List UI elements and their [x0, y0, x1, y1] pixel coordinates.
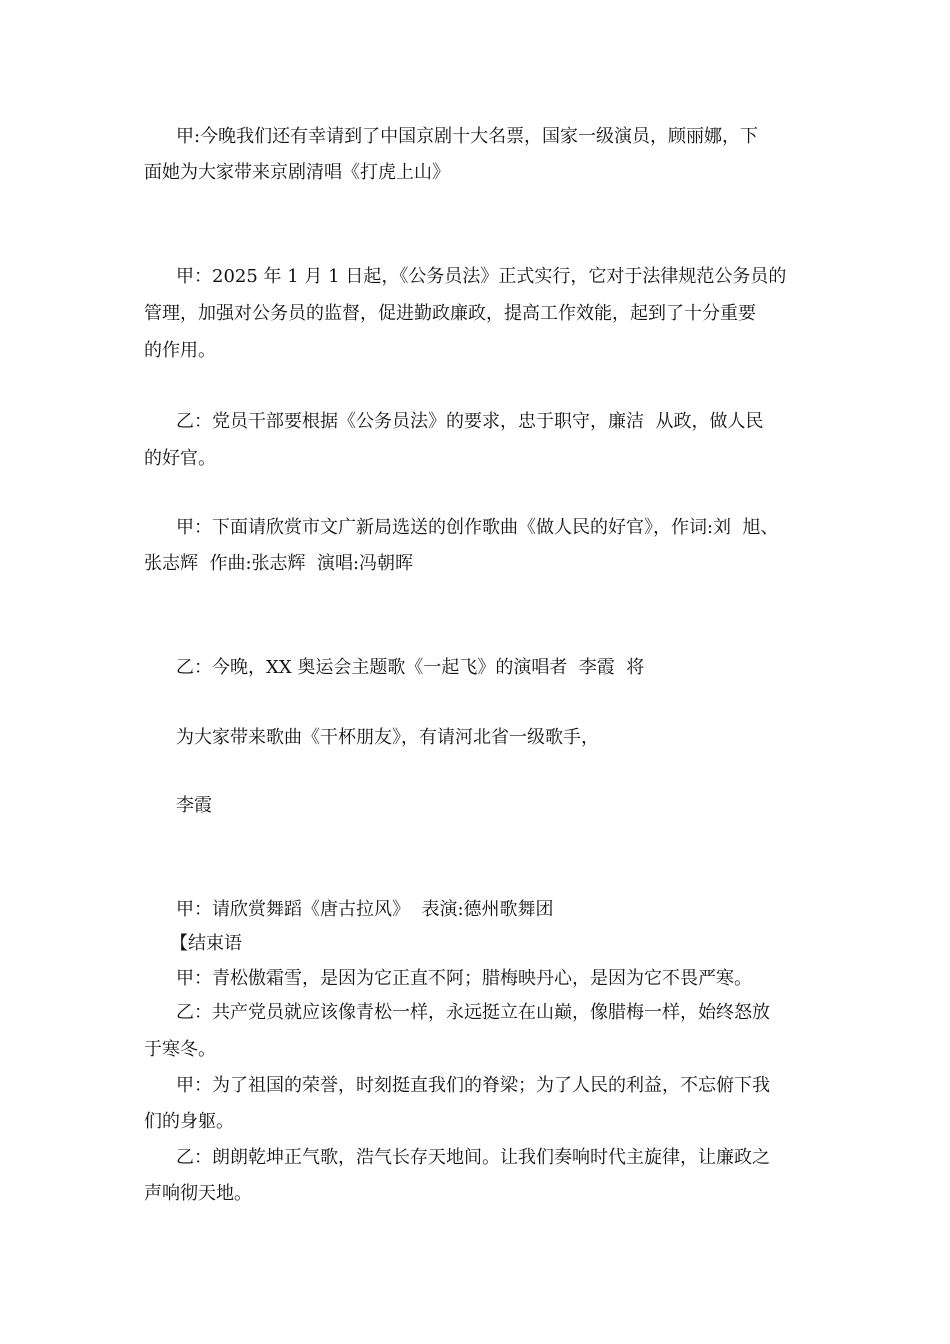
text-line: 为大家带来歌曲《干杯朋友》，有请河北省一级歌手， — [176, 727, 599, 748]
text-line: 甲：2025 年 1 月 1 日起，《公务员法》正式实行，它对于法律规范公务员的 — [176, 266, 787, 287]
text-line: 乙：党员干部要根据《公务员法》的要求，忠于职守，廉洁 从政，做人民 — [176, 411, 764, 432]
text-line: 甲：下面请欣赏市文广新局选送的创作歌曲《做人民的好官》，作词:刘 旭、 — [176, 517, 779, 538]
text-line: 乙：朗朗乾坤正气歌，浩气长存天地间。让我们奏响时代主旋律，让廉政之 — [176, 1147, 770, 1168]
section-heading: 【结束语 — [170, 933, 242, 954]
text-line: 张志辉 作曲:张志辉 演唱:冯朝晖 — [144, 553, 414, 574]
text-line: 于寒冬。 — [144, 1039, 216, 1060]
text-line: 乙：今晚，XX 奥运会主题歌《一起飞》的演唱者 李霞 将 — [176, 657, 645, 678]
text-line: 面她为大家带来京剧清唱《打虎上山》 — [144, 162, 450, 183]
text-line: 甲：为了祖国的荣誉，时刻挺直我们的脊梁；为了人民的利益，不忘俯下我 — [176, 1075, 770, 1096]
text-line: 的作用。 — [144, 340, 216, 361]
text-line: 甲：请欣赏舞蹈《唐古拉风》 表演:德州歌舞团 — [176, 899, 554, 920]
text-line: 甲:今晚我们还有幸请到了中国京剧十大名票，国家一级演员，顾丽娜，下 — [176, 126, 759, 147]
text-line: 乙：共产党员就应该像青松一样，永远挺立在山巅，像腊梅一样，始终怒放 — [176, 1002, 770, 1023]
text-line: 管理，加强对公务员的监督，促进勤政廉政，提高工作效能，起到了十分重要 — [144, 303, 756, 324]
text-line: 声响彻天地。 — [144, 1183, 252, 1204]
text-line: 甲：青松傲霜雪，是因为它正直不阿；腊梅映丹心，是因为它不畏严寒。 — [176, 968, 752, 989]
text-line: 李霞 — [176, 795, 212, 816]
text-line: 的好官。 — [144, 448, 216, 469]
text-line: 们的身躯。 — [144, 1111, 234, 1132]
